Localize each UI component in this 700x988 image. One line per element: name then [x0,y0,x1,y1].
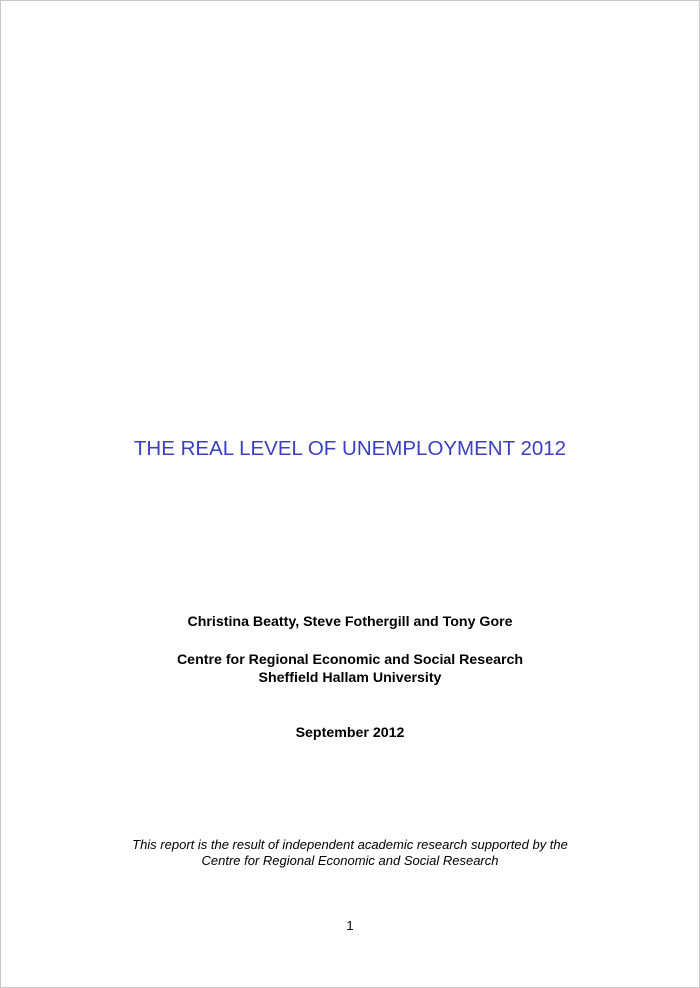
publication-date: September 2012 [295,725,405,741]
institution-university: Sheffield Hallam University [258,670,442,686]
institution-centre: Centre for Regional Economic and Social Research [176,652,524,668]
document-title: THE REAL LEVEL OF UNEMPLOYMENT 2012 [133,437,567,460]
funding-note-line-2: Centre for Regional Economic and Social Research [201,853,499,868]
page-number: 1 [346,918,354,933]
funding-note-line-1: This report is the result of independent academic research supported by the [132,837,568,852]
authors: Christina Beatty, Steve Fothergill and Tony Gore [187,614,513,630]
